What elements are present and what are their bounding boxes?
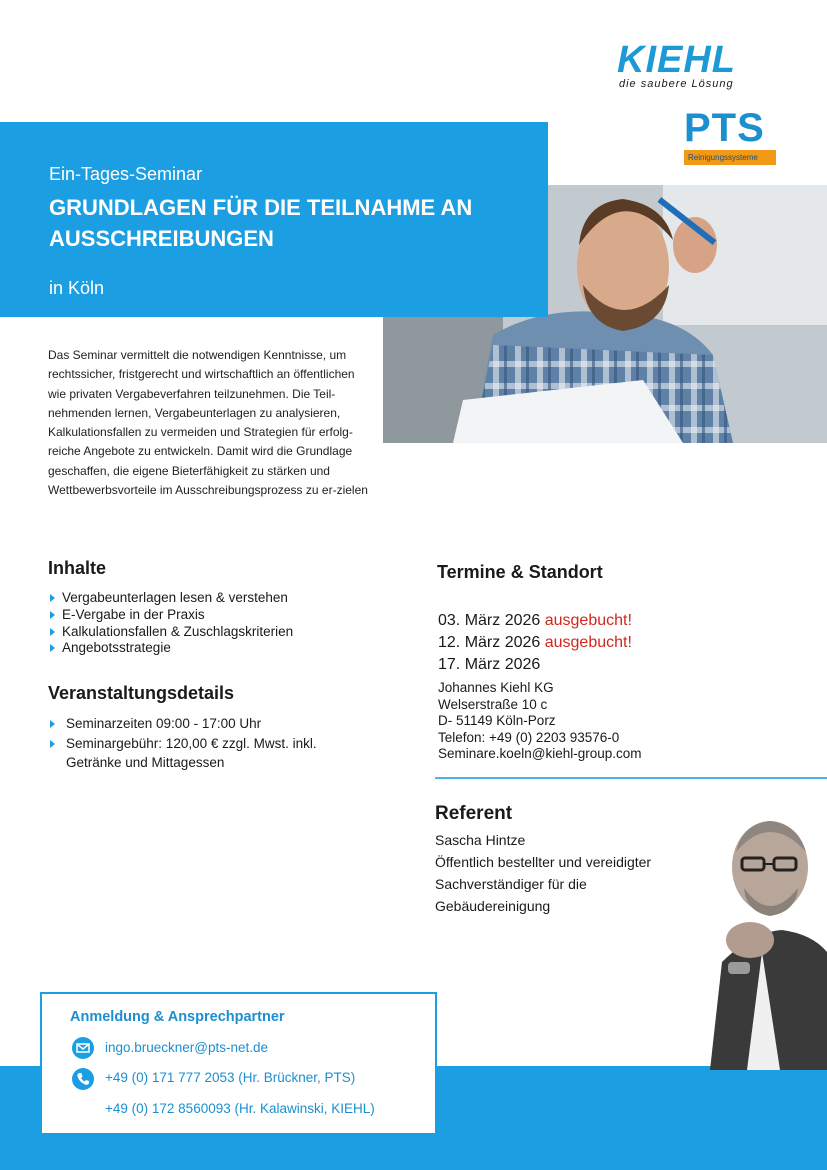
date-row — [438, 654, 632, 676]
list-item: Seminargebühr: 120,00 € zzgl. Mwst. inkl. Getränke und Mittagessen — [48, 734, 348, 773]
list-item: Kalkulationsfallen & Zuschlagskriterien — [48, 624, 293, 641]
referent-title-line: Gebäudereinigung — [435, 898, 551, 914]
referent-name: Sascha Hintze — [435, 832, 526, 848]
referent-title-line: Öffentlich bestellter und vereidigter — [435, 854, 652, 870]
registration-heading: Anmeldung & Ansprechpartner — [70, 1009, 285, 1025]
phone-icon — [72, 1068, 94, 1090]
list-item: Vergabeunterlagen lesen & verstehen — [48, 590, 293, 607]
kiehl-logo-tagline: die saubere Lösung — [619, 78, 734, 90]
venue-street: Welserstraße 10 c — [438, 696, 548, 712]
seminar-description: Das Seminar vermittelt die notwendigen Kenntnisse, um rechtssicher, fristgerecht und wirtschaftlich an öffentlichen wie privaten Vergabeverfahren teilzunehmen. Die Teil-nehmenden lernen, Vergabeunterlagen zu analysieren, Kalkulationsfallen zu vermeiden und Strategien für erfolg-reiche Angebote zu entwickeln. Damit wird die Grundlage geschaffen, die eigene Bieterfähigkeit zu stärken und Wettbewerbsvorteile im Ausschreibungsprozess zu er-zielen — [48, 348, 368, 498]
seminar-title: GRUNDLAGEN FÜR DIE TEILNAHME AN AUSSCHREIBUNGEN — [49, 195, 473, 251]
kiehl-logo-wordmark: KIEHL — [617, 39, 736, 81]
seminar-type: Ein-Tages-Seminar — [49, 164, 203, 184]
registration-box — [40, 992, 437, 1135]
hero-banner — [0, 122, 548, 317]
date-value: 03. März 2026 — [438, 612, 541, 629]
envelope-icon — [72, 1037, 94, 1059]
inhalte-heading: Inhalte — [48, 558, 107, 578]
date-value: 12. März 2026 — [438, 634, 541, 651]
pts-logo-tagline: Reinigungssysteme — [684, 150, 776, 165]
list-item: Seminarzeiten 09:00 - 17:00 Uhr — [48, 714, 348, 734]
details-heading: Veranstaltungsdetails — [48, 683, 235, 703]
inhalte-list — [48, 590, 293, 657]
contact-email-link[interactable]: ingo.brueckner@pts-net.de — [105, 1040, 269, 1055]
list-item: E-Vergabe in der Praxis — [48, 607, 293, 624]
referent-heading: Referent — [435, 803, 513, 824]
pts-logo — [684, 108, 778, 168]
contact-phone-link[interactable]: +49 (0) 171 777 2053 (Hr. Brückner, PTS) — [105, 1070, 356, 1085]
date-value: 17. März 2026 — [438, 656, 541, 673]
contact-phone-link[interactable]: +49 (0) 172 8560093 (Hr. Kalawinski, KIEHL) — [105, 1101, 375, 1116]
venue-phone: Telefon: +49 (0) 2203 93576-0 — [438, 729, 620, 745]
list-item: Angebotsstrategie — [48, 640, 293, 657]
details-list — [48, 714, 348, 773]
venue-city: D- 51149 Köln-Porz — [438, 713, 556, 729]
booking-status: ausgebucht! — [544, 612, 632, 629]
venue-company: Johannes Kiehl KG — [438, 680, 554, 695]
referent-info — [435, 829, 705, 917]
venue-email[interactable]: Seminare.koeln@kiehl-group.com — [438, 746, 642, 762]
date-row — [438, 610, 632, 632]
booking-status: ausgebucht! — [544, 634, 632, 651]
section-divider — [435, 777, 827, 779]
termine-heading: Termine & Standort — [437, 562, 603, 582]
pts-logo-wordmark: PTS — [684, 106, 765, 150]
referent-photo-illustration — [702, 812, 827, 1070]
referent-title-line: Sachverständiger für die — [435, 876, 587, 892]
dates-list — [438, 610, 632, 676]
seminar-location: in Köln — [49, 278, 105, 298]
referent-photo — [702, 812, 827, 1070]
kiehl-logo — [617, 40, 779, 92]
date-row — [438, 632, 632, 654]
venue-address — [438, 680, 642, 763]
